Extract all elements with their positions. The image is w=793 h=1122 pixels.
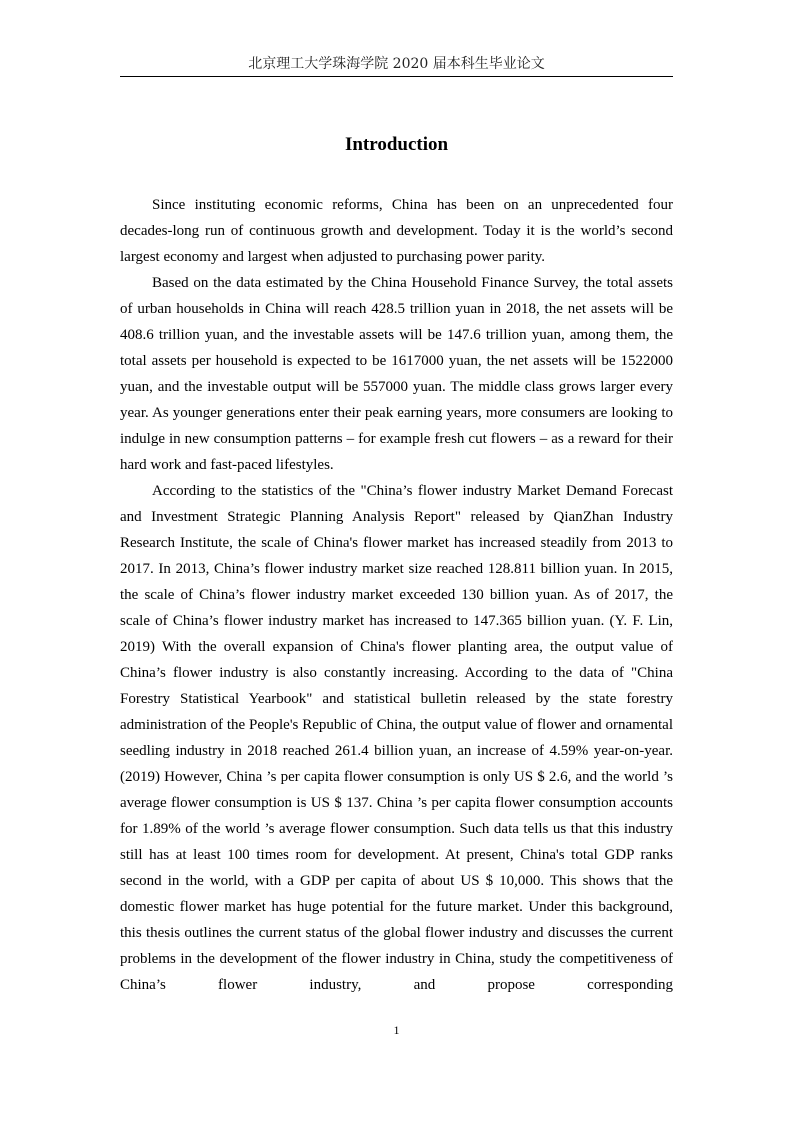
header-divider bbox=[120, 76, 673, 77]
paragraph-3: According to the statistics of the "China’s flower industry Market Demand Forecast and Investment Strategic Planning Analysis Report" released by QianZhan Industry Research Institute, the scale of China's flower market has increased steadily from 2013 to 2017. In 2013, China’s flower industry market size reached 128.811 billion yuan. In 2015, the scale of China’s flower industry market exceeded 130 billion yuan. As of 2017, the scale of China’s flower industry market has increased to 147.365 billion yuan. (Y. F. Lin, 2019) With the overall expansion of China's flower planting area, the output value of China’s flower industry is also constantly increasing. According to the data of "China Forestry Statistical Yearbook" and statistical bulletin released by the state forestry administration of the People's Republic of China, the output value of flower and ornamental seedling industry in 2018 reached 261.4 billion yuan, an increase of 4.59% year-on-year. (2019) However, China ’s per capita flower consumption is only US $ 2.6, and the world ’s average flower consumption is US $ 137. China ’s per capita flower consumption accounts for 1.89% of the world ’s average flower consumption. Such data tells us that this industry still has at least 100 times room for development. At present, China's total GDP ranks second in the world, with a GDP per capita of about US $ 10,000. This shows that the domestic flower market has huge potential for the future market. Under this background, this thesis outlines the current status of the global flower industry and discusses the current problems in the development of the flower industry in China, study the competitiveness of China’s flower industry, and propose corresponding bbox=[120, 483, 673, 993]
section-title: Introduction bbox=[344, 134, 449, 155]
body-text bbox=[120, 192, 673, 998]
running-header: 北京理工大学珠海学院 2020 届本科生毕业论文 bbox=[248, 56, 545, 72]
paragraph-1: Since instituting economic reforms, China has been on an unprecedented four decades-long run of continuous growth and development. Today it is the world’s second largest economy and largest when adjusted to purchasing power parity. bbox=[120, 197, 673, 265]
paragraph-2: Based on the data estimated by the China Household Finance Survey, the total assets of urban households in China will reach 428.5 trillion yuan in 2018, the net assets will be 408.6 trillion yuan, and the investable assets will be 147.6 trillion yuan, among them, the total assets per household is expected to be 1617000 yuan, the net assets will be 1522000 yuan, and the investable output will be 557000 yuan. The middle class grows larger every year. As younger generations enter their peak earning years, more consumers are looking to indulge in new consumption patterns – for example fresh cut flowers – as a reward for their hard work and fast-paced lifestyles. bbox=[120, 275, 673, 473]
page-number: 1 bbox=[393, 1023, 400, 1037]
